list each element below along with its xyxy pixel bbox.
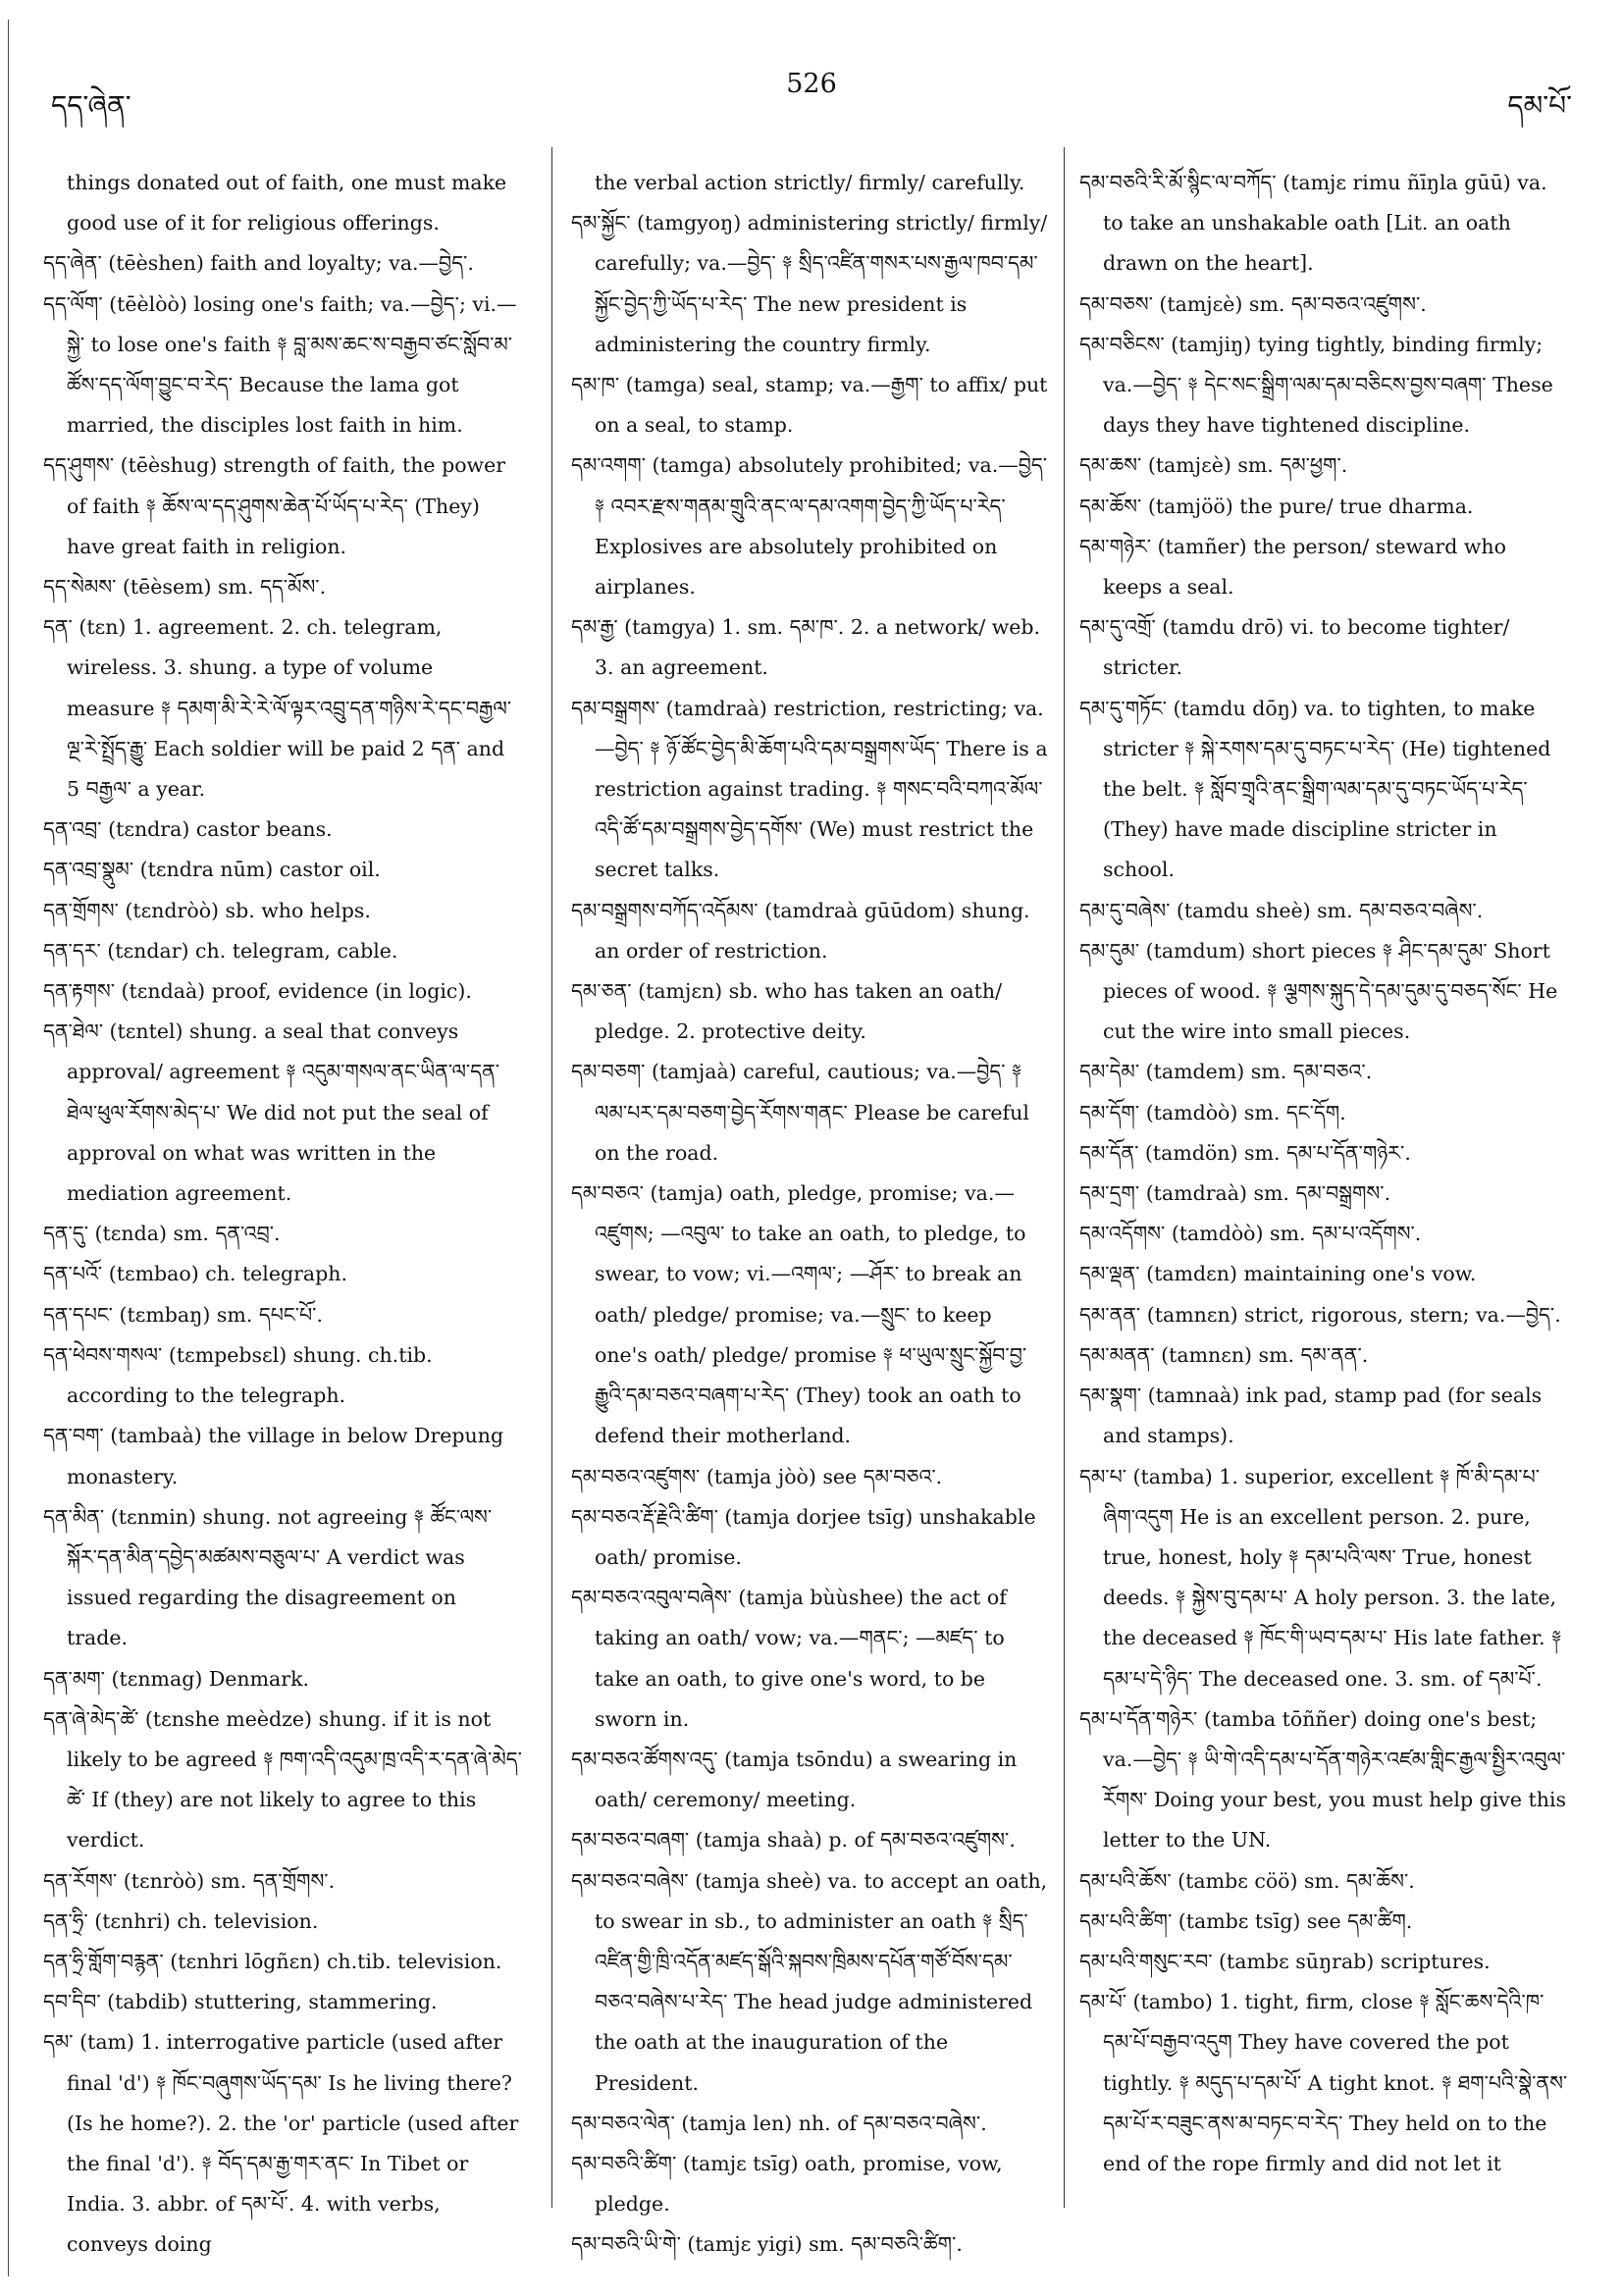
dictionary-entry: དམ་འགག་ (tamga) absolutely prohibited; va.—བྱེད་ ༈ འབར་རྫས་གནམ་གྲུའི་ནང་ལ་དམ་འགག་བྱེད་ཀྱི་ཡོད་པ་རེད་ Explosives are absolutely prohibited on airplanes. (571, 453, 1048, 600)
dictionary-entry: དམ་དུ་བཞེས་ (tamdu sheè) sm. དམ་བཅའ་བཞེས་. (1079, 898, 1484, 922)
dictionary-entry: དམ་དྲག་ (tamdraà) sm. དམ་བསྒྲགས་. (1079, 1181, 1391, 1206)
dictionary-entry: དན་ཧྲི་གློག་བརྙན་ (tɛnhri lōgñɛn) ch.tib. television. (43, 1949, 502, 1973)
dictionary-entry: དམ་གཉེར་ (tamñer) the person/ steward who keeps a seal. (1079, 534, 1506, 600)
dictionary-entry: དན་དར་ (tɛndar) ch. telegram, cable. (43, 938, 398, 963)
binding-edge-line (8, 20, 9, 2276)
column-1 (43, 163, 522, 2266)
dictionary-entry: དམ་ཁ་ (tamga) seal, stamp; va.—རྒྱག་ to affix/ put on a seal, to stamp. (571, 373, 1048, 438)
right-running-head: དམ་པོ་ (1507, 89, 1572, 122)
dictionary-entry: དམ་པའི་གསུང་རབ་ (tambɛ sūŋrab) scriptures. (1079, 1949, 1491, 1973)
dictionary-entry: དན་མིན་ (tɛnmin) shung. not agreeing ༈ ཚོང་ལས་སྐོར་དན་མིན་དབྱེད་མཚམས་བཅུལ་པ་ A verdict was issued regarding the disagreement on trade. (43, 1504, 493, 1650)
dictionary-entry: དམ་བཅའ་འཛུགས་ (tamja jòò) see དམ་བཅའ་. (571, 1464, 943, 1488)
dictionary-entry: the verbal action strictly/ firmly/ carefully. (595, 171, 1025, 194)
dictionary-entry: དན་བག་ (tambaà) the village in below Drepung monastery. (43, 1424, 504, 1488)
dictionary-entry: དམ་མནན་ (tamnɛn) sm. དམ་ནན་. (1079, 1342, 1369, 1367)
dictionary-entry: དམ་ལྡན་ (tamdɛn) maintaining one's vow. (1079, 1262, 1477, 1286)
dictionary-entry: དན་འབྲ་ (tɛndra) castor beans. (43, 817, 333, 842)
dictionary-entry: དན་དུ་ (tɛnda) sm. དན་འབྲ་. (43, 1222, 281, 1246)
column-3 (1079, 163, 1570, 2184)
dictionary-entry: དད་ཞེན་ (tēèshen) faith and loyalty; va.—བྱེད་. (43, 251, 474, 276)
dictionary-entry: དམ་བསྒྲགས་བཀོད་འདོམས་ (tamdraà gūūdom) shung. an order of restriction. (571, 898, 1030, 963)
dictionary-entry: དམ་བཅས་ (tamjɛè) sm. དམ་བཅའ་འཛུགས་. (1079, 291, 1427, 316)
column-divider (1064, 147, 1065, 2208)
dictionary-entry: དབ་དིབ་ (tabdib) stuttering, stammering. (43, 1990, 438, 2014)
dictionary-entry: དན་ཞེ་མེད་ཚེ་ (tɛnshe meèdze) shung. if it is not likely to be agreed ༈ ཁག་འདི་འདུམ་ཁྲ་འདི་ར་དན་ཞེ་མེད་ཚེ་ If (they) are not likely to agree to this verdict. (43, 1706, 522, 1852)
dictionary-entry: དམ་ཆོས་ (tamjöö) the pure/ true dharma. (1079, 494, 1474, 518)
dictionary-entry: དམ་དོན་ (tamdön) sm. དམ་པ་དོན་གཉེར་. (1079, 1140, 1411, 1165)
dictionary-entry: དམ་སྐྱོང་ (tamgyoŋ) administering strictly/ firmly/ carefully; va.—བྱེད་ ༈ སྲིད་འཛིན་གསར་པས་རྒྱལ་ཁབ་དམ་སྐྱོང་བྱེད་ཀྱི་ཡོད་པ་རེད་ The new president is administering the country firmly. (571, 211, 1048, 356)
dictionary-entry: དད་སེམས་ (tēèsem) sm. དད་མོས་. (43, 575, 327, 600)
dictionary-entry: དམ་བཅའ་ལེན་ (tamja len) nh. of དམ་བཅའ་བཞེས་. (571, 2111, 987, 2135)
dictionary-entry: དམ་དོག་ (tamdòò) sm. དང་དོག. (1079, 1100, 1346, 1124)
dictionary-entry: དམ་བཅག་ (tamjaà) careful, cautious; va.—བྱེད་ ༈ ལམ་པར་དམ་བཅག་བྱེད་རོགས་གནང་ Please be careful on the road. (571, 1060, 1029, 1165)
dictionary-entry: དམ་བཅའ་བཞག་ (tamja shaà) p. of དམ་བཅའ་འཛུགས་. (571, 1828, 1016, 1852)
dictionary-entry: དམ་འདོགས་ (tamdòò) sm. དམ་པ་འདོགས་. (1079, 1222, 1422, 1246)
dictionary-entry: things donated out of faith, one must make good use of it for religious offerings. (67, 171, 507, 235)
dictionary-entry: དམ་པ་ (tamba) 1. superior, excellent ༈ ཁོ་མི་དམ་པ་ཞིག་འདུག He is an excellent person. 2. pure, true, honest, holy ༈ དམ་པའི་ལས་ True, honest deeds. ༈ སྐྱེས་བུ་དམ་པ་ A holy person. 3. the late, the deceased ༈ ཁོང་གི་ཡབ་དམ་པ་ His late father. ༈ དམ་པ་དེ་ཉིད་ The deceased one. 3. sm. of དམ་པོ་. (1079, 1464, 1562, 1691)
dictionary-entry: དན་ཧྲི་ (tɛnhri) ch. television. (43, 1908, 319, 1933)
dictionary-entry: དམ་ཅན་ (tamjɛn) sb. who has taken an oath/ pledge. 2. protective deity. (571, 979, 1003, 1044)
dictionary-entry: དམ་བསྒྲགས་ (tamdraà) restriction, restricting; va.—བྱེད་ ༈ ཉོ་ཚོང་བྱེད་མི་ཆོག་པའི་དམ་བསྒྲགས་ཡོད་ There is a restriction against trading. ༈ གསང་བའི་བཀའ་མོལ་འདི་ཚོ་དམ་བསྒྲགས་བྱེད་དགོས་ (We) must restrict the secret talks. (571, 696, 1048, 882)
dictionary-entry: དན་འབྲ་སྣུམ་ (tɛndra nūm) castor oil. (43, 858, 381, 882)
dictionary-entry: དན་པའོ་ (tɛmbao) ch. telegraph. (43, 1262, 347, 1286)
dictionary-entry: དན་ཕེབས་གསལ་ (tɛmpebsɛl) shung. ch.tib. according to the telegraph. (43, 1342, 433, 1408)
dictionary-entry: དན་དཔང་ (tɛmbaŋ) sm. དཔང་པོ་. (43, 1302, 323, 1327)
dictionary-entry: དན་གྲོགས་ (tɛndròò) sb. who helps. (43, 898, 371, 922)
dictionary-entry: དམ་དུ་འགྲོ་ (tamdu drō) vi. to become tighter/ stricter. (1079, 615, 1510, 680)
dictionary-entry: དན་མག་ (tɛnmag) Denmark. (43, 1666, 310, 1691)
dictionary-entry: དམ་བཅའ་རྡོ་རྗེའི་ཚིག་ (tamja dorjee tsīg) unshakable oath/ promise. (571, 1504, 1036, 1569)
dictionary-entry: དམ་བཅིངས་ (tamjiŋ) tying tightly, binding firmly; va.—བྱེད་ ༈ དེང་སང་སྒྲིག་ལམ་དམ་བཅིངས་བྱས་བཞག་ These days they have tightened discipline. (1079, 332, 1553, 438)
dictionary-entry: དམ་རྒྱ་ (tamgya) 1. sm. དམ་ཁ་. 2. a network/ web. 3. an agreement. (571, 615, 1041, 680)
dictionary-entry: དམ་སྣག་ (tamnaà) ink pad, stamp pad (for seals and stamps). (1079, 1383, 1543, 1448)
dictionary-entry: དད་ཤུགས་ (tēèshug) strength of faith, the power of faith ༈ ཆོས་ལ་དད་ཤུགས་ཆེན་པོ་ཡོད་པ་རེད་ (They) have great faith in religion. (43, 453, 506, 558)
column-2 (571, 163, 1050, 2266)
dictionary-entry: དམ་ (tam) 1. interrogative particle (used after final 'd') ༈ ཁོང་བཞུགས་ཡོད་དམ་ Is he living there? (Is he home?). 2. the 'or' particle (used after the final 'd'). ༈ བོད་དམ་རྒྱ་གར་ནང་ In Tibet or India. 3. abbr. of དམ་པོ་. 4. with verbs, conveys doing (43, 2030, 519, 2257)
left-running-head: དད་ཞེན་ (51, 89, 131, 122)
dictionary-entry: དམ་དུ་གཏོང་ (tamdu dōŋ) va. to tighten, to make stricter ༈ སྐེ་རགས་དམ་དུ་བཏང་པ་རེད་ (He) tightened the belt. ༈ སློབ་གྲྭའི་ནང་སྒྲིག་ལམ་དམ་དུ་བཏང་ཡོད་པ་རེད་ (They) have made discipline stricter in school. (1079, 696, 1551, 882)
dictionary-entry: དམ་པ་དོན་གཉེར་ (tamba tōññer) doing one's best; va.—བྱེད་ ༈ ཡི་གེ་འདི་དམ་པ་དོན་གཉེར་འཛམ་གླིང་རྒྱལ་སྤྱིར་འབུལ་རོགས་ Doing your best, you must help give this letter to the UN. (1079, 1706, 1567, 1852)
dictionary-entry: དན་ (tɛn) 1. agreement. 2. ch. telegram, wireless. 3. shung. a type of volume measure ༈ དམག་མི་རེ་རེ་ལོ་ལྟར་འབྲུ་དན་གཉིས་རེ་དང་བརྒྱལ་ལྔ་རེ་སྤྲོད་རྒྱུ་ Each soldier will be paid 2 དན་ and 5 བརྒྱལ་ a year. (43, 615, 512, 802)
dictionary-entry: དན་རྟགས་ (tɛndaà) proof, evidence (in logic). (43, 979, 472, 1004)
dictionary-entry: དན་རོགས་ (tɛnròò) sm. དན་གྲོགས་. (43, 1868, 336, 1893)
dictionary-entry: དམ་བཅའ་བཞེས་ (tamja sheè) va. to accept an oath, to swear in sb., to administer an oath ༈ སྲིད་འཛིན་གྱི་ཁྲི་འདོན་མཛད་སྒོའི་སྐབས་ཁྲིམས་དཔོན་གཙོ་བོས་དམ་བཅའ་བཞེས་པ་རེད་ The head judge administered the oath at the inauguration of the President. (571, 1868, 1048, 2095)
dictionary-entry: དམ་དུམ་ (tamdum) short pieces ༈ ཤིང་དམ་དུམ་ Short pieces of wood. ༈ ལྕགས་སྐུད་དེ་དམ་དུམ་དུ་བཅད་སོང་ He cut the wire into small pieces. (1079, 938, 1558, 1044)
dictionary-entry: དམ་ནན་ (tamnɛn) strict, rigorous, stern; va.—བྱེད་. (1079, 1302, 1561, 1327)
dictionary-entry: དམ་བཅའ་ཚོགས་འདུ་ (tamja tsōndu) a swearing in oath/ ceremony/ meeting. (571, 1747, 1018, 1812)
dictionary-entry: དམ་པའི་ཚིག་ (tambɛ tsīg) see དམ་ཚིག. (1079, 1908, 1413, 1933)
dictionary-entry: དམ་དེམ་ (tamdem) sm. དམ་བཅའ་. (1079, 1060, 1373, 1084)
page-number: 526 (786, 69, 837, 99)
dictionary-entry: དམ་པོ་ (tambo) 1. tight, firm, close ༈ སློང་ཆས་དེའི་ཁ་དམ་པོ་བརྒྱབ་འདུག They have covered the pot tightly. ༈ མདུད་པ་དམ་པོ་ A tight knot. ༈ ཐག་པའི་སྣེ་ནས་དམ་པོ་ར་བཟུང་ནས་མ་བཏང་བ་རེད་ They held on to the end of the rope firmly and did not let it (1079, 1990, 1568, 2175)
dictionary-entry: དམ་བཅའ་འབུལ་བཞེས་ (tamja bùùshee) the act of taking an oath/ vow; va.—གནང་; —མཛད་ to take an oath, to give one's word, to be sworn in. (571, 1586, 1007, 1731)
dictionary-entry: དམ་པའི་ཆོས་ (tambɛ cöö) sm. དམ་ཆོས་. (1079, 1868, 1415, 1893)
dictionary-entry: དམ་ཆས་ (tamjɛè) sm. དམ་ཕྱག་. (1079, 453, 1348, 478)
dictionary-entry: དམ་བཅའི་ཡི་གེ་ (tamjɛ yigi) sm. དམ་བཅའི་ཚིག་. (571, 2232, 963, 2257)
dictionary-entry: དན་ཐེལ་ (tɛntel) shung. a seal that conveys approval/ agreement ༈ འདུམ་གསལ་ནང་ཡིན་ལ་དན་ཐེལ་ཕུལ་རོགས་མེད་པ་ We did not put the seal of approval on what was written in the mediation agreement. (43, 1019, 500, 1206)
dictionary-entry: དད་ལོག་ (tēèlòò) losing one's faith; va.—བྱེད་; vi.—སྐྱེ་ to lose one's faith ༈ བླ་མས་ཆང་ས་བརྒྱབ་ཙང་སློབ་མ་ཚོས་དད་ལོག་བྱུང་བ་རེད་ Because the lama got married, the disciples lost faith in him. (43, 291, 517, 438)
dictionary-entry: དམ་བཅའ་ (tamja) oath, pledge, promise; va.—འཛུགས; —འབུལ་ to take an oath, to pledge, to swear, to vow; vi.—འགལ་; —ཤོར་ to break an oath/ pledge/ promise; va.—སྲུང་ to keep one's oath/ pledge/ promise ༈ ཕ་ཡུལ་སྲུང་སྐྱོབ་བྱ་རྒྱུའི་དམ་བཅའ་བཞག་པ་རེད་ (They) took an oath to defend their motherland. (571, 1181, 1027, 1448)
dictionary-entry: དམ་བཅའི་ཚིག་ (tamjɛ tsīg) oath, promise, vow, pledge. (571, 2151, 1003, 2217)
column-divider (551, 147, 552, 2208)
dictionary-entry: དམ་བཅའི་རི་མོ་སྙིང་ལ་བཀོད་ (tamjɛ rimu ñīŋla gūū) va. to take an unshakable oath [Lit. an oath drawn on the heart]. (1079, 171, 1547, 276)
